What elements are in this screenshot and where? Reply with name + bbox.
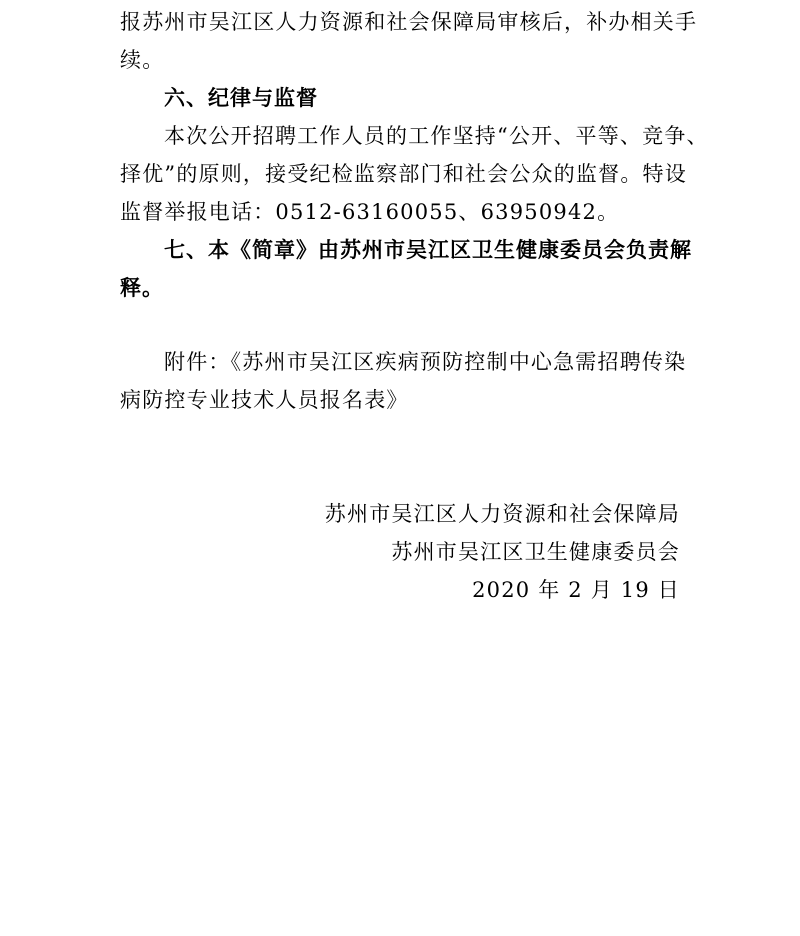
signature-date: 2020 年 2 月 19 日	[472, 578, 680, 602]
signature-org-health: 苏州市吴江区卫生健康委员会	[391, 540, 680, 564]
attachment-line: 病防控专业技术人员报名表》	[120, 388, 409, 412]
signature-org-hr: 苏州市吴江区人力资源和社会保障局	[324, 502, 680, 526]
section-heading-continuation: 释。	[120, 276, 164, 300]
attachment-line: 附件：《苏州市吴江区疾病预防控制中心急需招聘传染	[164, 350, 687, 374]
paragraph-line: 续。	[120, 48, 165, 72]
paragraph-line: 本次公开招聘工作人员的工作坚持“公开、平等、竞争、	[164, 124, 709, 148]
section-heading-discipline: 六、纪律与监督	[164, 86, 318, 110]
supervision-phone-line: 监督举报电话：0512-63160055、63950942。	[120, 200, 620, 224]
section-heading-interpretation: 七、本《简章》由苏州市吴江区卫生健康委员会负责解	[164, 238, 692, 262]
paragraph-line: 择优”的原则，接受纪检监察部门和社会公众的监督。特设	[120, 162, 687, 186]
paragraph-line: 报苏州市吴江区人力资源和社会保障局审核后，补办相关手	[120, 10, 698, 34]
